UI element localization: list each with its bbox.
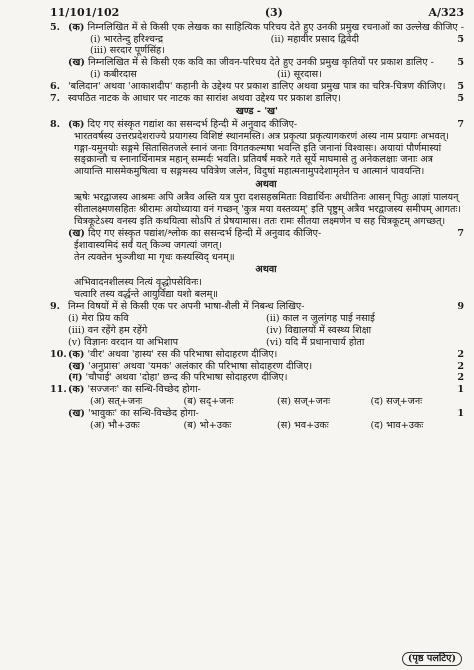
marks: 7 <box>457 227 464 239</box>
page-header <box>50 6 464 20</box>
marks: 2 <box>457 372 464 384</box>
page-number: (3) <box>264 6 283 19</box>
sanskrit-passage-1: भारतवर्षस्य उत्तरप्रदेशराज्ये प्रयागस्य विशिष्टं स्थानमस्ति। अत्र प्रकृत्या प्रकृत्यागकरणं अस्य नाम प्रयागः अभवत्। गङ्गा-यमुनयोः सङ्गमे सितासितजले स्नानं जनाः विगतकल्मषा भवन्ति इति जनानां विश्वासः। अयायां पौर्णमास्यां सङ्क्रान्तौ च स्नानार्थिनामत्र महान् सम्मर्दः भवति। प्रतिवर्षं मकरे गते सूर्ये माघमासे तु अनेकलक्षाः जनाः अत्र आयान्ति मासमेकमुषित्वा च सङ्गमस्य पवित्रेण जलेन, विदुषां महात्मनामुपदेशामृतेन च आत्मानं पावयन्ति। <box>74 130 449 178</box>
marks: 2 <box>457 360 464 372</box>
question-10b: (ख) 'अनुप्रास' अथवा 'यमक' अलंकार की परिभाषा सोदाहरण दीजिए। 2 <box>68 360 464 372</box>
question-5b: (ख) निम्नलिखित में से किसी एक कवि का जीवन-परिचय देते हुए उनकी प्रमुख कृतियों पर प्रकाश डालिए - 5 <box>68 57 464 69</box>
options-row: (i) भारतेन्दु हरिश्चन्द्र (ii) महावीर प्रसाद द्विवेदी <box>90 33 359 45</box>
options-row: (iii) वन रहेंगे हम रहेंगे (iv) विद्यालयों में स्वस्थ्य शिक्षा <box>68 324 372 336</box>
or-separator: अथवा <box>255 179 277 191</box>
question-11a: (क) 'सज्जनः' का सन्धि-विच्छेद होगा- 1 <box>68 384 464 396</box>
verse-line: ईशावास्यमिदं सर्वं यत् किञ्च जगत्यां जगत्। <box>74 239 222 251</box>
question-11b: (ख) 'भावुकः' का सन्धि-विच्छेद होगा- 1 <box>68 408 464 420</box>
marks: 5 <box>457 33 464 45</box>
turn-page-note: (पृष्ठ पलटिए) <box>402 652 462 666</box>
marks: 5 <box>457 81 464 93</box>
paper-code: 11/101/102 <box>50 6 120 19</box>
verse-line: चत्वारि तस्य वर्द्धन्ते आयुर्विद्या यशो बलम्॥ <box>74 289 219 301</box>
marks: 5 <box>457 57 464 69</box>
marks: 1 <box>457 384 464 396</box>
options-row: (अ) सत्+जनः (ब) सद्+जनः (स) सज्+जनः (द) सज्+जनः <box>90 396 423 408</box>
section-heading: खण्ड - 'ख' <box>236 105 278 117</box>
marks: 7 <box>457 118 464 130</box>
question-11: 11. (क) 'सज्जनः' का सन्धि-विच्छेद होगा- 1 (अ) सत्+जनः (ब) सद्+जनः (स) सज्+जनः (द) सज्+जनः (ख) 'भावुकः' का सन्धि-विच्छेद होगा- 1 (अ) भौ+उकः (ब) भो+उकः (स) भव+उकः (द) भाव+उकः <box>50 384 464 432</box>
paper-id: A/323 <box>428 6 464 19</box>
marks: 5 <box>457 92 464 104</box>
marks: 2 <box>457 348 464 360</box>
question-9: 9. निम्न विषयों में से किसी एक पर अपनी भाषा-शैली में निबन्ध लिखिए- 9 (i) मेरा प्रिय कवि (ii) काल न जुलांगह पाई नसाई (iii) वन रहेंगे हम रहेंगे (iv) विद्यालयों में स्वस्थ्य शिक्षा (v) विज्ञानः वरदान या अभिशाप (vi) यदि मैं प्रधानाचार्य होता <box>50 301 464 348</box>
options-row: (अ) भौ+उकः (ब) भो+उकः (स) भव+उकः (द) भाव+उकः <box>90 420 424 432</box>
question-8a: (क) दिए गए संस्कृत गद्यांश का ससन्दर्भ हिन्दी में अनुवाद कीजिए- 7 <box>68 118 464 130</box>
marks: 9 <box>457 301 464 313</box>
verse-line: तेन त्यक्तेन भुञ्जीथा मा गृधः कस्यस्विद् धनम्॥ <box>74 251 235 263</box>
or-separator: अथवा <box>255 264 277 276</box>
question-8b: (ख) दिए गए संस्कृत पद्यांश/श्लोक का ससन्दर्भ हिन्दी में अनुवाद कीजिए- 7 <box>68 227 464 239</box>
options-row: (i) मेरा प्रिय कवि (ii) काल न जुलांगह पाई नसाई <box>68 313 375 324</box>
question-6: 6. 'बलिदान' अथवा 'आकाशदीप' कहानी के उद्देश्य पर प्रकाश डालिए अथवा प्रमुख पात्र का चरित्र-चित्रण कीजिए। 5 <box>50 81 464 93</box>
question-7: 7. स्वपठित नाटक के आधार पर नाटक का सारांश अथवा उद्देश्य पर प्रकाश डालिए। 5 <box>50 92 464 104</box>
question-8: 8. (क) दिए गए संस्कृत गद्यांश का ससन्दर्भ हिन्दी में अनुवाद कीजिए- 7 भारतवर्षस्य उत्तरप्रदेशराज्ये प्रयागस्य विशिष्टं स्थानमस्ति। अत्र प्रकृत्या प्रकृत्यागकरणं अस्य नाम प्रयागः अभवत्। गङ्गा-यमुनयोः सङ्गमे सितासितजले स्नानं जनाः विगतकल्मषा भवन्ति इति जनानां विश्वासः। अयायां पौर्णमास्यां सङ्क्रान्तौ च स्नानार्थिनामत्र महान् सम्मर्दः भवति। प्रतिवर्षं मकरे गते सूर्ये माघमासे तु अनेकलक्षाः जनाः अत्र आयान्ति मासमेकमुषित्वा च सङ्गमस्य पवित्रेण जलेन, विदुषां महात्मनामुपदेशामृतेन च आत्मानं पावयन्ति। अथवा ऋषेः भरद्वाजस्य आश्रमः अपि अत्रैव अस्ति यत्र पुरा दशसहस्रमिताः विद्यार्थिनः अधीतिनः आसन् पितुः आज्ञां पालयन् सीतालक्ष्मणसहितः श्रीरामः अयोध्याया वनं गच्छन् 'कुत्र मया वस्तव्यम्' इति पृष्टुम् अत्रैव भरद्वाजस्य समीपम् आगतः। चित्रकूटेऽस्य वनस्य इति कथयित्वा सोऽपि तं प्रेषयामास। ततः रामः सीतया लक्ष्मणेन च सह चित्रकूटम् अगच्छत्। (ख) दिए गए संस्कृत पद्यांश/श्लोक का ससन्दर्भ हिन्दी में अनुवाद कीजिए- 7 ईशावास्यमिदं सर्वं यत् किञ्च जगत्यां जगत्। तेन त्यक्तेन भुञ्जीथा मा गृधः कस्यस्विद् धनम्॥ अथवा अभिवादनशीलस्य नित्यं वृद्धोपसेविनः। चत्वारि तस्य वर्द्धन्ते आयुर्विद्या यशो बलम्॥ <box>50 118 464 301</box>
sanskrit-passage-2: ऋषेः भरद्वाजस्य आश्रमः अपि अत्रैव अस्ति यत्र पुरा दशसहस्रमिताः विद्यार्थिनः अधीतिनः आसन् पितुः आज्ञां पालयन् सीतालक्ष्मणसहितः श्रीरामः अयोध्याया वनं गच्छन् 'कुत्र मया वस्तव्यम्' इति पृष्टुम् अत्रैव भरद्वाजस्य समीपम् आगतः। चित्रकूटेऽस्य वनस्य इति कथयित्वा सोऽपि तं प्रेषयामास। ततः रामः सीतया लक्ष्मणेन च सह चित्रकूटम् अगच्छत्। <box>74 192 462 227</box>
options-row: (i) कबीरदास (ii) सूरदास। <box>90 69 322 81</box>
marks: 1 <box>457 408 464 420</box>
question-10c: (ग) 'चौपाई' अथवा 'दोहा' छन्द की परिभाषा सोदाहरण दीजिए। 2 <box>68 372 464 384</box>
question-10a: (क) 'वीर' अथवा 'हास्य' रस की परिभाषा सोदाहरण दीजिए। 2 <box>68 348 464 360</box>
options-row: (v) विज्ञानः वरदान या अभिशाप (vi) यदि मैं प्रधानाचार्य होता <box>68 336 365 348</box>
question-5: 5. (क) निम्नलिखित में से किसी एक लेखक का साहित्यिक परिचय देते हुए उनकी प्रमुख रचनाओं का उल्लेख कीजिए - 5 (i) भारतेन्दु हरिश्चन्द्र (ii) महावीर प्रसाद द्विवेदी (iii) सरदार पूर्णसिंह। (ख) निम्नलिखित में से किसी एक कवि का जीवन-परिचय देते हुए उनकी प्रमुख कृतियों पर प्रकाश डालिए - 5 (i) कबीरदास (ii) सूरदास। <box>50 21 464 81</box>
verse-line: अभिवादनशीलस्य नित्यं वृद्धोपसेविनः। <box>74 277 202 289</box>
question-10: 10. (क) 'वीर' अथवा 'हास्य' रस की परिभाषा सोदाहरण दीजिए। 2 (ख) 'अनुप्रास' अथवा 'यमक' अलंकार की परिभाषा सोदाहरण दीजिए। 2 (ग) 'चौपाई' अथवा 'दोहा' छन्द की परिभाषा सोदाहरण दीजिए। 2 <box>50 348 464 384</box>
question-5a: (क) निम्नलिखित में से किसी एक लेखक का साहित्यिक परिचय देते हुए उनकी प्रमुख रचनाओं का उल्लेख कीजिए - 5 <box>68 21 464 45</box>
